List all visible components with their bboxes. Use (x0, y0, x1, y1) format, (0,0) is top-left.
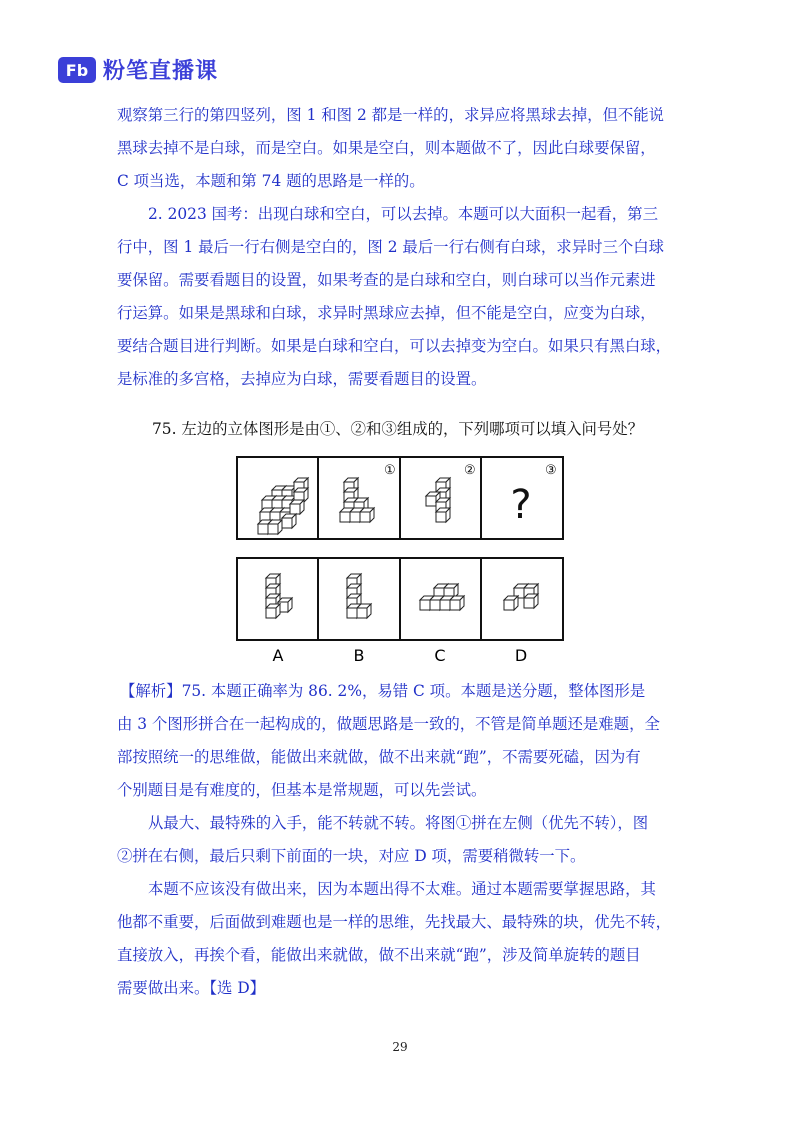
option-c-shape (420, 584, 464, 610)
text-line: 行运算。如果是黑球和白球，求异时黑球应去掉，但不能是空白，应变为白球， (117, 304, 656, 322)
text-line: 黑球去掉不是白球，而是空白。如果是空白，则本题做不了，因此白球要保留， (117, 139, 656, 157)
text-line: 行中，图 1 最后一行右侧是空白的，图 2 最后一行右侧有白球，求异时三个白球 (117, 238, 665, 256)
brand-logo (58, 54, 218, 85)
text-line: 【解析】75. 本题正确率为 86. 2%，易错 C 项。本题是送分题，整体图形是 (120, 682, 646, 700)
option-label-b: B (353, 646, 365, 665)
label-circle-2: ② (464, 463, 476, 478)
text-line: ②拼在右侧，最后只剩下前面的一块，对应 D 项，需要稍微转一下。 (117, 847, 586, 865)
option-a-shape (266, 574, 292, 618)
option-d-shape (504, 584, 538, 610)
option-b-shape (347, 574, 371, 618)
fb-logo-icon (58, 57, 96, 83)
text-line: 直接放入，再挨个看，能做出来就做，做不出来就“跑”，涉及简单旋转的题目 (117, 946, 641, 964)
text-line: 要保留。需要看题目的设置，如果考查的是白球和空白，则白球可以当作元素进 (117, 271, 656, 289)
option-label-c: C (434, 646, 446, 665)
text-line: 2. 2023 国考：出现白球和空白，可以去掉。本题可以大面积一起看，第三 (148, 205, 658, 223)
composite-shape (258, 478, 308, 534)
part-2-shape (426, 478, 450, 522)
text-line: 部按照统一的思维做，能做出来就做，做不出来就“跑”，不需要死磕，因为有 (117, 748, 641, 766)
text-line: 他都不重要，后面做到难题也是一样的思维，先找最大、最特殊的块，优先不转， (117, 913, 672, 931)
logo-letters: Fb (65, 60, 89, 80)
text-line: 本题不应该没有做出来，因为本题出得不太难。通过本题需要掌握思路，其 (148, 880, 656, 898)
text-line: C 项当选，本题和第 74 题的思路是一样的。 (117, 172, 425, 190)
text-line: 需要做出来。【选 D】 (117, 979, 266, 997)
text-line: 是标准的多宫格，去掉应为白球，需要看题目的设置。 (117, 370, 487, 388)
option-label-a: A (272, 646, 284, 665)
option-label-d: D (514, 646, 528, 665)
text-line: 个别题目是有难度的，但基本是常规题，可以先尝试。 (117, 781, 487, 799)
question-figure (236, 456, 564, 642)
label-circle-1: ① (384, 463, 396, 478)
part-1-shape (340, 478, 374, 522)
text-line: 要结合题目进行判断。如果是白球和空白，可以去掉变为空白。如果只有黑白球， (117, 337, 672, 355)
text-line: 由 3 个图形拼合在一起构成的，做题思路是一致的，不管是简单题还是难题，全 (117, 715, 660, 733)
question-text: 75. 左边的立体图形是由①、②和③组成的，下列哪项可以填入问号处？ (152, 420, 644, 438)
page-number: 29 (392, 1040, 408, 1054)
question-mark: ? (510, 482, 532, 528)
text-line: 从最大、最特殊的入手，能不转就不转。将图①拼在左侧（优先不转），图 (148, 814, 649, 832)
label-circle-3: ③ (545, 463, 557, 478)
text-line: 观察第三行的第四竖列，图 1 和图 2 都是一样的，求异应将黑球去掉，但不能说 (117, 106, 665, 124)
brand-name: 粉笔直播课 (103, 59, 219, 84)
